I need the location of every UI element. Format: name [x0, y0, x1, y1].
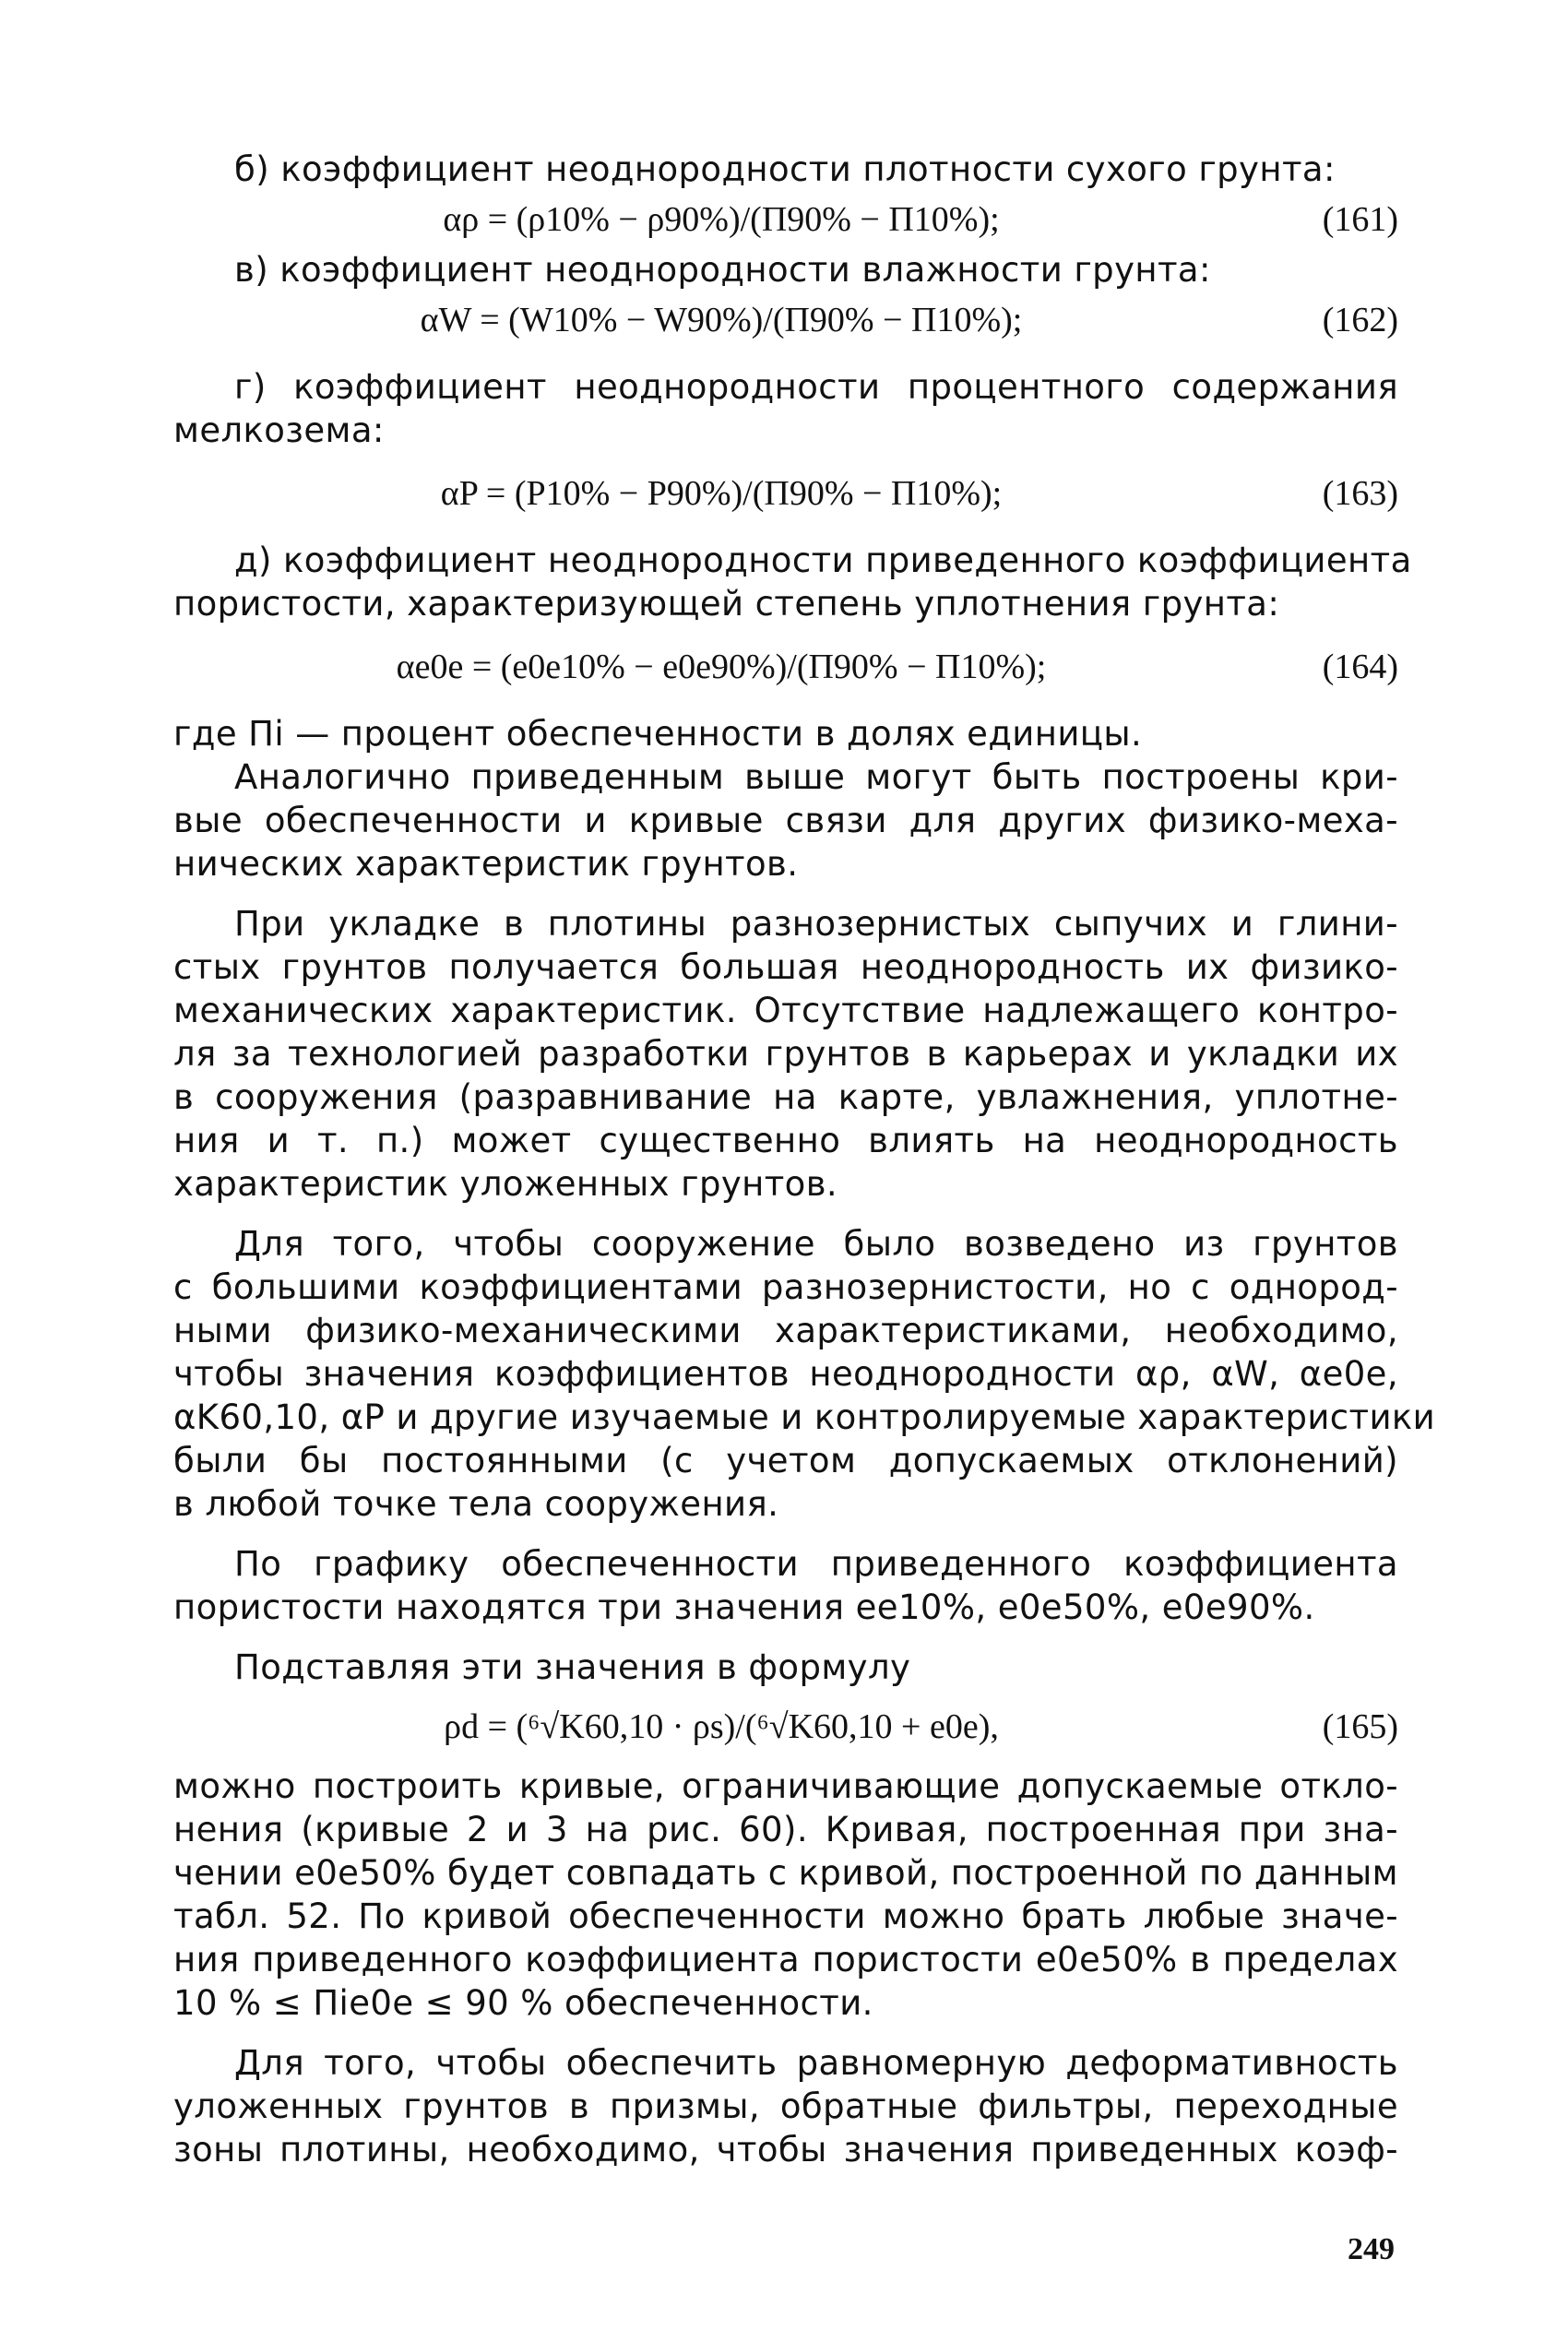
equation-161-number: (161) [1322, 200, 1398, 239]
item-g-line-2: мелкозема: [173, 410, 385, 450]
item-d-line-2: пористости, характеризующей степень уплотнения грунта: [173, 584, 1280, 624]
para6-line-4: табл. 52. По кривой обеспеченности можно брать любые значе- [173, 1896, 1398, 1936]
para4-line-2: пористости находятся три значения ee10%, e0e50%, e0e90%. [173, 1587, 1315, 1627]
para3-line-3: ными физико-механическими характеристиками, необходимо, [173, 1311, 1398, 1350]
para3-line-1: Для того, чтобы сооружение было возведено из грунтов [234, 1224, 1398, 1264]
para2-line-4: ля за технологией разработки грунтов в карьерах и укладки их [173, 1034, 1398, 1074]
item-v-text: в) коэффициент неоднородности влажности грунта: [234, 250, 1211, 290]
para6-line-6: 10 % ≤ Πie0e ≤ 90 % обеспеченности. [173, 1983, 873, 2023]
para2-line-7: характеристик уложенных грунтов. [173, 1164, 838, 1204]
para1-line-2: вые обеспеченности и кривые связи для других физико-меха- [173, 801, 1398, 840]
equation-164-formula: αe0e = (e0e10% − e0e90%)/(Π90% − Π10%); [396, 648, 1047, 686]
para2-line-1: При укладке в плотины разнозернистых сыпучих и глини- [234, 904, 1398, 944]
para3-line-4: чтобы значения коэффициентов неоднородности αρ, αW, αe0e, [173, 1354, 1398, 1394]
para7-line-2: уложенных грунтов в призмы, обратные фильтры, переходные [173, 2086, 1398, 2126]
equation-165-formula: ρd = (⁶√K60,10 · ρs)/(⁶√K60,10 + e0e), [444, 1707, 999, 1746]
para7-line-1: Для того, чтобы обеспечить равномерную деформативность [234, 2043, 1398, 2083]
para6-line-2: нения (кривые 2 и 3 на рис. 60). Кривая, построенная при зна- [173, 1810, 1398, 1849]
where-definition: где Πi — процент обеспеченности в долях единицы. [173, 714, 1143, 754]
item-g-line-1: г) коэффициент неоднородности процентного содержания [234, 367, 1398, 407]
equation-163-number: (163) [1322, 474, 1398, 513]
equation-162-number: (162) [1322, 301, 1398, 339]
para6-line-3: чении e0e50% будет совпадать с кривой, построенной по данным [173, 1853, 1398, 1893]
para3-line-5: αK60,10, αP и другие изучаемые и контролируемые характеристики [173, 1397, 1436, 1437]
para2-line-5: в сооружения (разравнивание на карте, увлажнения, уплотне- [173, 1077, 1398, 1117]
item-b-text: б) коэффициент неоднородности плотности сухого грунта: [234, 149, 1336, 189]
equation-162-formula: αW = (W10% − W90%)/(Π90% − Π10%); [420, 301, 1023, 339]
equation-165 [173, 1698, 1398, 1755]
para6-line-1: можно построить кривые, ограничивающие допускаемые откло- [173, 1766, 1398, 1806]
para2-line-3: механических характеристик. Отсутствие надлежащего контро- [173, 991, 1398, 1030]
para4-line-1: По графику обеспеченности приведенного коэффициента [234, 1544, 1398, 1584]
page-number: 249 [1348, 2232, 1395, 2266]
para2-line-2: стых грунтов получается большая неоднородность их физико- [173, 947, 1398, 987]
para7-line-3: зоны плотины, необходимо, чтобы значения приведенных коэф- [173, 2130, 1398, 2170]
para3-line-2: с большими коэффициентами разнозернистости, но с однород- [173, 1267, 1398, 1307]
para1-line-3: нических характеристик грунтов. [173, 844, 799, 884]
para3-line-7: в любой точке тела сооружения. [173, 1484, 779, 1524]
para5-text: Подставляя эти значения в формулу [234, 1647, 911, 1687]
para3-line-6: были бы постоянными (с учетом допускаемых отклонений) [173, 1441, 1398, 1480]
item-d-line-1: д) коэффициент неоднородности приведенного коэффициента [234, 541, 1412, 580]
para6-line-5: ния приведенного коэффициента пористости e0e50% в пределах [173, 1940, 1398, 1979]
page-body [173, 148, 1436, 2171]
equation-163-formula: αP = (P10% − P90%)/(Π90% − Π10%); [440, 474, 1003, 513]
equation-163 [173, 465, 1398, 522]
para1-line-1: Аналогично приведенным выше могут быть построены кри- [234, 757, 1398, 797]
equation-164-number: (164) [1322, 648, 1398, 686]
equation-161 [173, 191, 1398, 248]
equation-161-formula: αρ = (ρ10% − ρ90%)/(Π90% − Π10%); [443, 200, 1000, 239]
para2-line-6: ния и т. п.) может существенно влиять на неоднородность [173, 1121, 1398, 1160]
equation-164 [173, 638, 1398, 695]
equation-165-number: (165) [1322, 1707, 1398, 1746]
equation-162 [173, 291, 1398, 349]
